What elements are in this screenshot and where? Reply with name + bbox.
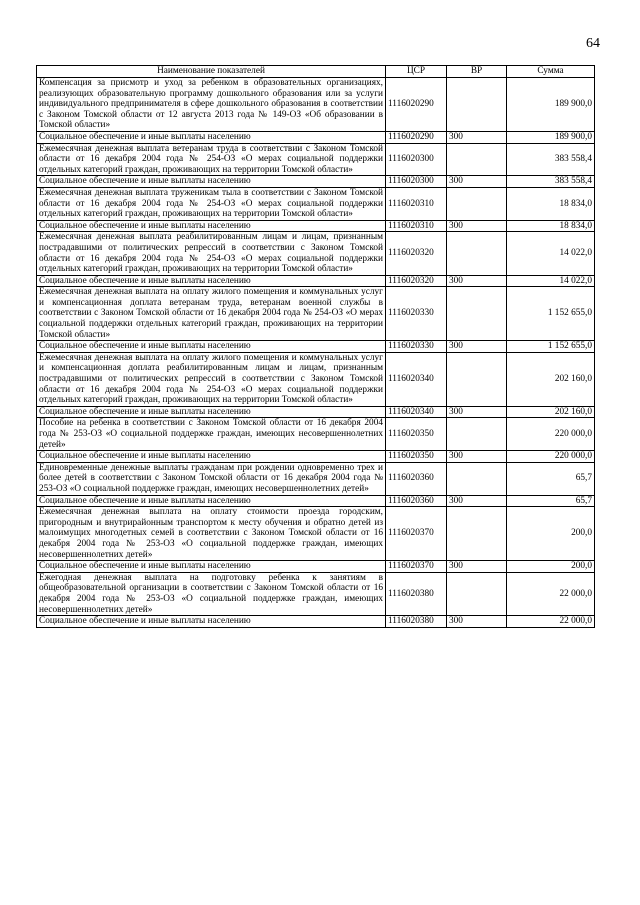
row-name: Единовременные денежные выплаты гражданам при рождении одновременно трех и более детей в соответствии с Законом Томской области от 16 декабря 2004 года № 253-ОЗ «О социальной поддержке граждан, имеющих несовершеннолетних детей»: [37, 462, 386, 495]
row-csr: 1116020310: [386, 220, 447, 232]
row-sum: 202 160,0: [507, 406, 595, 418]
row-sum: 18 834,0: [507, 187, 595, 220]
row-vr: 300: [447, 275, 507, 287]
row-name: Ежегодная денежная выплата на подготовку ребенка к занятиям в общеобразовательной организации в соответствии с Законом Томской области от 16 декабря 2004 года № 253-ОЗ «О социальной поддержке граждан, имеющих несовершеннолетних детей»: [37, 572, 386, 615]
row-sum: 22 000,0: [507, 572, 595, 615]
row-name: Пособие на ребенка в соответствии с Законом Томской области от 16 декабря 2004 года № 253-ОЗ «О социальной поддержке граждан, имеющих несовершеннолетних детей»: [37, 418, 386, 451]
row-name: Социальное обеспечение и иные выплаты населению: [37, 341, 386, 353]
row-csr: 1116020290: [386, 78, 447, 132]
row-vr: 300: [447, 616, 507, 628]
row-csr: 1116020340: [386, 352, 447, 406]
row-csr: 1116020350: [386, 451, 447, 463]
row-vr: [447, 572, 507, 615]
budget-table: [36, 65, 595, 628]
row-sum: 14 022,0: [507, 232, 595, 275]
row-csr: 1116020370: [386, 561, 447, 573]
table-row: [37, 176, 595, 188]
row-sum: 189 900,0: [507, 131, 595, 143]
table-row: [37, 220, 595, 232]
row-sum: 22 000,0: [507, 616, 595, 628]
row-sum: 200,0: [507, 561, 595, 573]
row-vr: 300: [447, 561, 507, 573]
row-name: Социальное обеспечение и иные выплаты населению: [37, 406, 386, 418]
table-row: [37, 495, 595, 507]
row-csr: 1116020330: [386, 287, 447, 341]
row-vr: [447, 507, 507, 561]
table-row: [37, 406, 595, 418]
table-row: [37, 187, 595, 220]
table-row: [37, 275, 595, 287]
table-row: [37, 131, 595, 143]
row-name: Социальное обеспечение и иные выплаты населению: [37, 561, 386, 573]
table-row: [37, 341, 595, 353]
row-csr: 1116020320: [386, 232, 447, 275]
row-sum: 220 000,0: [507, 451, 595, 463]
row-sum: 200,0: [507, 507, 595, 561]
row-sum: 1 152 655,0: [507, 287, 595, 341]
row-csr: 1116020330: [386, 341, 447, 353]
row-sum: 220 000,0: [507, 418, 595, 451]
row-sum: 14 022,0: [507, 275, 595, 287]
row-name: Социальное обеспечение и иные выплаты населению: [37, 220, 386, 232]
row-name: Ежемесячная денежная выплата труженикам тыла в соответствии с Законом Томской области от 16 декабря 2004 года № 254-ОЗ «О мерах социальной поддержки отдельных категорий граждан, проживающих на территории Томской области»: [37, 187, 386, 220]
table-row: [37, 572, 595, 615]
row-csr: 1116020310: [386, 187, 447, 220]
table-row: [37, 451, 595, 463]
header-vr: ВР: [447, 66, 507, 78]
table-row: [37, 507, 595, 561]
row-vr: [447, 352, 507, 406]
table-row: [37, 143, 595, 176]
row-name: Социальное обеспечение и иные выплаты населению: [37, 176, 386, 188]
row-csr: 1116020380: [386, 616, 447, 628]
page-number: 64: [586, 36, 600, 51]
row-name: Компенсация за присмотр и уход за ребенком в образовательных организациях, реализующих образовательную программу дошкольного образования или за услуги индивидуального предпринимателя в сфере дошкольного образования в соответствии с Законом Томской области от 12 августа 2013 года № 149-ОЗ «Об образовании в Томской области»: [37, 78, 386, 132]
row-sum: 65,7: [507, 462, 595, 495]
table-row: [37, 287, 595, 341]
row-vr: 300: [447, 176, 507, 188]
row-csr: 1116020290: [386, 131, 447, 143]
table-row: [37, 78, 595, 132]
row-csr: 1116020300: [386, 176, 447, 188]
row-name: Социальное обеспечение и иные выплаты населению: [37, 451, 386, 463]
row-sum: 189 900,0: [507, 78, 595, 132]
row-vr: [447, 187, 507, 220]
row-csr: 1116020300: [386, 143, 447, 176]
row-vr: 300: [447, 495, 507, 507]
row-sum: 1 152 655,0: [507, 341, 595, 353]
row-vr: [447, 232, 507, 275]
table-row: [37, 462, 595, 495]
table-row: [37, 418, 595, 451]
row-csr: 1116020340: [386, 406, 447, 418]
row-vr: 300: [447, 220, 507, 232]
row-vr: 300: [447, 131, 507, 143]
row-sum: 383 558,4: [507, 143, 595, 176]
row-name: Социальное обеспечение и иные выплаты населению: [37, 275, 386, 287]
table-header-row: [37, 66, 595, 78]
row-vr: [447, 78, 507, 132]
row-vr: 300: [447, 406, 507, 418]
row-name: Ежемесячная денежная выплата на оплату стоимости проезда городским, пригородным и внутрирайонным транспортом к месту обучения и обратно детей из малоимущих многодетных семей в соответствии с Законом Томской области от 16 декабря 2004 года № 253-ОЗ «О социальной поддержке граждан, имеющих несовершеннолетних детей»: [37, 507, 386, 561]
row-vr: 300: [447, 341, 507, 353]
row-name: Социальное обеспечение и иные выплаты населению: [37, 131, 386, 143]
row-name: Ежемесячная денежная выплата ветеранам труда в соответствии с Законом Томской области от 16 декабря 2004 года № 254-ОЗ «О мерах социальной поддержки отдельных категорий граждан, проживающих на территории Томской области»: [37, 143, 386, 176]
row-csr: 1116020350: [386, 418, 447, 451]
row-csr: 1116020380: [386, 572, 447, 615]
table-row: [37, 232, 595, 275]
row-csr: 1116020360: [386, 495, 447, 507]
row-sum: 383 558,4: [507, 176, 595, 188]
row-vr: [447, 418, 507, 451]
row-vr: [447, 143, 507, 176]
header-csr: ЦСР: [386, 66, 447, 78]
row-vr: [447, 462, 507, 495]
row-csr: 1116020370: [386, 507, 447, 561]
row-name: Ежемесячная денежная выплата на оплату жилого помещения и коммунальных услуг и компенсационная доплата реабилитированным лицам и лицам, признанным пострадавшими от политических репрессий в соответствии с Законом Томской области от 16 декабря 2004 года № 254-ОЗ «О мерах социальной поддержки отдельных категорий граждан, проживающих на территории Томской области»: [37, 352, 386, 406]
row-csr: 1116020320: [386, 275, 447, 287]
row-name: Социальное обеспечение и иные выплаты населению: [37, 495, 386, 507]
table-row: [37, 561, 595, 573]
row-name: Социальное обеспечение и иные выплаты населению: [37, 616, 386, 628]
row-vr: 300: [447, 451, 507, 463]
row-name: Ежемесячная денежная выплата реабилитированным лицам и лицам, признанным пострадавшими от политических репрессий в соответствии с Законом Томской области от 16 декабря 2004 года № 254-ОЗ «О мерах социальной поддержки отдельных категорий граждан, проживающих на территории Томской области»: [37, 232, 386, 275]
row-sum: 18 834,0: [507, 220, 595, 232]
row-csr: 1116020360: [386, 462, 447, 495]
row-vr: [447, 287, 507, 341]
header-name: Наименование показателей: [37, 66, 386, 78]
row-sum: 65,7: [507, 495, 595, 507]
row-sum: 202 160,0: [507, 352, 595, 406]
row-name: Ежемесячная денежная выплата на оплату жилого помещения и коммунальных услуг и компенсационная доплата ветеранам труда, ветеранам военной службы в соответствии с Законом Томской области от 16 декабря 2004 года № 254-ОЗ «О мерах социальной поддержки отдельных категорий граждан, проживающих на территории Томской области»: [37, 287, 386, 341]
table-row: [37, 352, 595, 406]
table-row: [37, 616, 595, 628]
header-sum: Сумма: [507, 66, 595, 78]
